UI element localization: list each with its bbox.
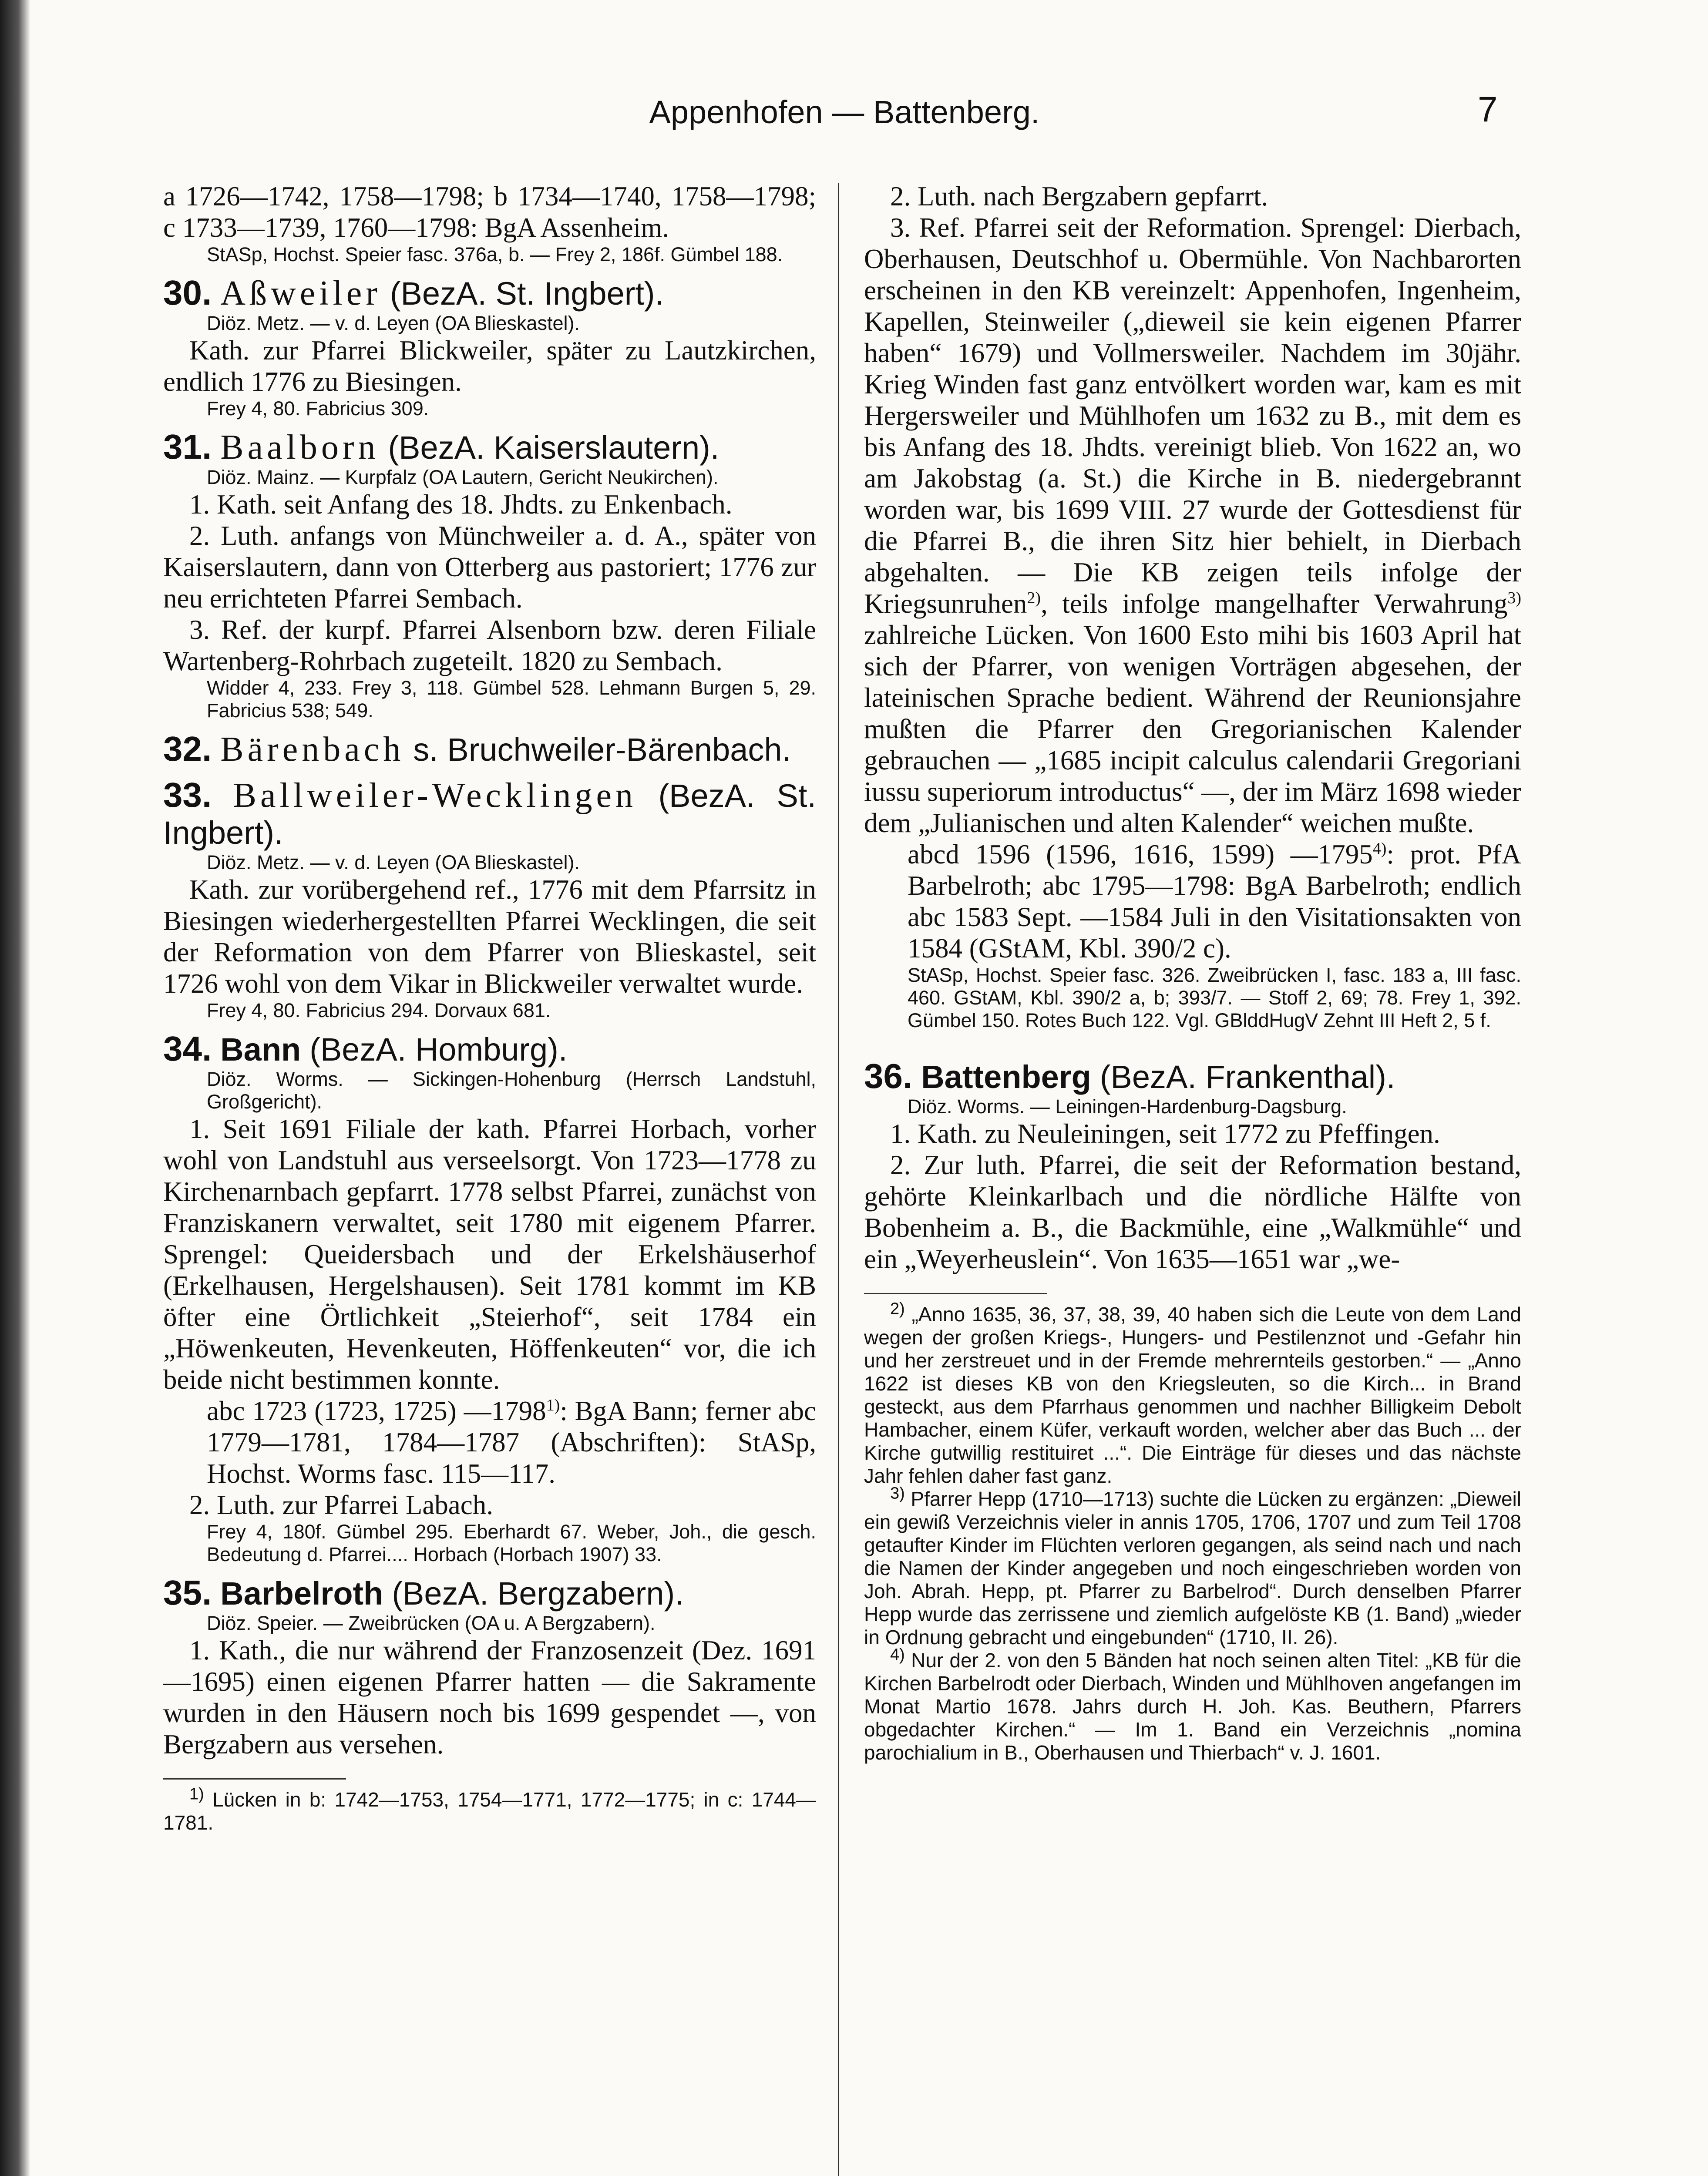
entry-35-refs: StASp, Hochst. Speier fasc. 326. Zweibrücken I, fasc. 183 a, III fasc. 460. GStAM, Kbl. 390/2 a, b; 393/7. — Stoff 2, 69; 78. Frey 1, 392. Gümbel 150. Rotes Buch 122. Vgl. GBlddHugV Zehnt III Heft 2, 5 f. — [908, 964, 1521, 1031]
running-header-title: Appenhofen — Battenberg. — [649, 94, 1040, 130]
left-column — [163, 181, 816, 1834]
entry-31-p3: 3. Ref. der kurpf. Pfarrei Alsenborn bzw. deren Filiale Wartenberg-Rohrbach zugeteilt. 1820 zu Sembach. — [163, 615, 816, 676]
entry-30-heading — [163, 275, 816, 312]
footnote-marker: 3) — [890, 1484, 905, 1503]
entry-31-heading — [163, 429, 816, 466]
entry-34-heading — [163, 1031, 816, 1068]
entry-district: (BezA. Homburg). — [309, 1031, 568, 1068]
entry-34-meta: Diöz. Worms. — Sickingen-Hohenburg (Herrsch Landstuhl, Großgericht). — [207, 1068, 816, 1113]
entry-31-p2: 2. Luth. anfangs von Münchweiler a. d. A., später von Kaiserslautern, dann von Otterberg aus pastoriert; 1776 zur neu errichteten Pfarrei Sembach. — [163, 520, 816, 614]
footnote-text: Lücken in b: 1742—1753, 1754—1771, 1772—1775; in c: 1744—1781. — [163, 1788, 816, 1834]
entry-name: Battenberg — [921, 1059, 1091, 1095]
entry-district: (BezA. Bergzabern). — [392, 1575, 684, 1612]
footnote-marker: 2) — [890, 1300, 905, 1318]
entry-33-meta: Diöz. Metz. — v. d. Leyen (OA Blieskastel). — [207, 851, 580, 873]
footnote-marker: 1) — [189, 1785, 204, 1803]
entry-35-meta: Diöz. Speier. — Zweibrücken (OA u. A Bergzabern). — [207, 1612, 656, 1634]
holdings-start: abc 1723 (1723, 1725) —1798 — [207, 1396, 546, 1426]
entry-name: Barbelroth — [220, 1575, 383, 1612]
entry-33-refs: Frey 4, 80. Fabricius 294. Dorvaux 681. — [207, 999, 551, 1021]
entry-35-heading — [163, 1575, 816, 1612]
entry-name: Bann — [220, 1031, 301, 1068]
entry-33-text: Kath. zur vorübergehend ref., 1776 mit dem Pfarrsitz in Biesingen wiederhergestellten Pfarrei Wecklingen, die seit der Reformation von dem Pfarrer von Blieskastel, seit 1726 wohl von dem Vikar in Blickweiler verwaltet wurde. — [163, 874, 816, 999]
footnote-marker: 1) — [546, 1396, 560, 1414]
entry-30-meta: Diöz. Metz. — v. d. Leyen (OA Blieskastel). — [207, 312, 580, 334]
entry-number: 34. — [163, 1029, 212, 1068]
footnote-text: „Anno 1635, 36, 37, 38, 39, 40 haben sich die Leute von dem Land wegen der großen Kriegs-, Hungers- und Pestilenznot und -Gefahr hin und her zerstreuet und in der Fremde mehrernteils gestorben.“ — „Anno 1622 ist dieses KB von den Kriegsleuten, so die Kirch... in Brand gesteckt, aus dem Pfarrhaus genommen und nachher Billigkeim Debolt Hambacher, einem Küfer, verkauft worden, welcher aber das Buch ... der Kirche gutwillig restituiret ...“. Die Einträge für dieses und das nächste Jahr fehlen daher fast ganz. — [864, 1303, 1522, 1487]
entry-name: Bärenbach — [220, 730, 405, 769]
footnote-divider — [864, 1293, 1047, 1294]
footnote-text: Nur der 2. von den 5 Bänden hat noch seinen alten Titel: „KB für die Kirchen Barbelrodt oder Dierbach, Winden und Mühlhoven angefangen im Monat Martio 1678. Jahrs durch H. Joh. Kas. Beuthern, Pfarrers obgedachter Kirchen.“ — Im 1. Band ein Verzeichnis „nomina parochialium in B., Oberhausen und Thierbach“ v. J. 1601. — [864, 1649, 1521, 1764]
entry-30-refs: Frey 4, 80. Fabricius 309. — [207, 397, 429, 420]
entry-35-holdings — [864, 839, 1521, 964]
entry-name: Baalborn — [220, 428, 380, 467]
entry-36-meta: Diöz. Worms. — Leiningen-Hardenburg-Dagsburg. — [908, 1095, 1347, 1118]
holdings-start: abcd 1596 (1596, 1616, 1599) —1795 — [908, 839, 1373, 870]
p3-part-a: 3. Ref. Pfarrei seit der Reformation. Sprengel: Dierbach, Oberhausen, Deutschhof u. Obermühle. Von Nachbarorten erscheinen in den KB vereinzelt: Appenhofen, Ingenheim, Kapellen, Steinweiler („dieweil sie kein eigenen Pfarrer haben“ 1679) und Vollmersweiler. Nachdem im 30jähr. Krieg Winden fast ganz entvölkert worden war, kam es mit Hergersweiler und Mühlhofen um 1632 zu B., mit dem es bis Anfang des 18. Jhdts. vereinigt blieb. Von 1622 an, wo am Jakobstag (a. St.) die Kirche in B. niedergebrannt worden war, bis 1699 VIII. 27 wurde der Gottesdienst für die Pfarrei B., die ihren Sitz hier behielt, in Dierbach abgehalten. — Die KB zeigen teils infolge der Kriegsunruhen — [864, 212, 1521, 619]
entry-31-meta: Diöz. Mainz. — Kurpfalz (OA Lautern, Gericht Neukirchen). — [207, 466, 719, 488]
footnote-4 — [864, 1645, 1521, 1764]
p3-part-c: zahlreiche Lücken. Von 1600 Esto mihi bis 1603 April hat sich der Pfarrer, von wenigen Vorträgen abgesehen, der lateinischen Sprache bedient. Während der Reunionsjahre mußten die Pfarrer den Gregorianischen Kalender gebrauchen — „1685 incipit calculus calendarii Gregoriani iussu superiorum introductus“ —, der im März 1698 wieder dem „Julianischen und alten Kalender“ weichen mußte. — [864, 620, 1521, 838]
entry-34-refs: Frey 4, 180f. Gümbel 295. Eberhardt 67. Weber, Joh., die gesch. Bedeutung d. Pfarrei.... Horbach (Horbach 1907) 33. — [207, 1521, 816, 1565]
entry-31-p1: 1. Kath. seit Anfang des 18. Jhdts. zu Enkenbach. — [189, 489, 733, 520]
footnote-divider — [163, 1778, 346, 1780]
entry-number: 30. — [163, 273, 212, 312]
entry-36-p2: 2. Zur luth. Pfarrei, die seit der Reformation bestand, gehörte Kleinkarlbach und die nördliche Hälfte von Bobenheim a. B., die Backmühle, eine „Walkmühle“ und ein „Weyerheuslein“. Von 1635—1651 war „we- — [864, 1150, 1521, 1274]
entry-number: 32. — [163, 729, 212, 768]
entry-34-p2: 2. Luth. zur Pfarrei Labach. — [189, 1490, 493, 1520]
entry-31-refs: Widder 4, 233. Frey 3, 118. Gümbel 528. Lehmann Burgen 5, 29. Fabricius 538; 549. — [207, 677, 816, 722]
entry-name: Ballweiler-Wecklingen — [233, 776, 637, 815]
footnote-marker: 2) — [1027, 589, 1041, 607]
entry-30-text: Kath. zur Pfarrei Blickweiler, später zu Lautzkirchen, endlich 1776 zu Biesingen. — [163, 335, 816, 397]
entry-number: 35. — [163, 1573, 212, 1612]
entry-29-continuation: a 1726—1742, 1758—1798; b 1734—1740, 1758—1798; c 1733—1739, 1760—1798: BgA Assenheim. — [163, 181, 816, 243]
footnote-3 — [864, 1484, 1521, 1649]
p3-part-b: , teils infolge mangelhafter Verwahrung — [1041, 588, 1508, 619]
entry-number: 36. — [864, 1057, 913, 1095]
right-column — [864, 181, 1521, 1764]
entry-number: 31. — [163, 427, 212, 466]
book-binding-shadow — [0, 0, 30, 2176]
entry-32-heading — [163, 731, 816, 768]
entry-district: (BezA. Kaiserslautern). — [388, 430, 720, 466]
entry-name: Aßweiler — [220, 274, 381, 312]
entry-36-heading — [864, 1058, 1521, 1095]
footnote-marker: 4) — [1372, 840, 1387, 858]
footnote-2 — [864, 1300, 1522, 1488]
entry-cross-reference: s. Bruchweiler-Bärenbach. — [413, 732, 791, 768]
holdings-rest: : BgA Bann; ferner abc 1779—1781, 1784—1787 (Abschriften): StASp, Hochst. Worms fasc. 115—117. — [207, 1396, 816, 1489]
entry-35-p3 — [864, 212, 1521, 839]
entry-34-holdings — [163, 1395, 816, 1489]
entry-district: (BezA. Frankenthal). — [1099, 1059, 1395, 1095]
footnote-1 — [163, 1785, 816, 1834]
entry-36-p1: 1. Kath. zu Neuleiningen, seit 1772 zu Pfeffingen. — [890, 1118, 1440, 1149]
entry-number: 33. — [163, 776, 212, 814]
footnote-marker: 3) — [1507, 589, 1521, 607]
entry-district: (BezA. St. Ingbert). — [163, 778, 817, 851]
entry-34-p1: 1. Seit 1691 Filiale der kath. Pfarrei Horbach, vorher wohl von Landstuhl aus verseelsorgt. Von 1723—1778 zu Kirchenarnbach gepfarrt. 1778 selbst Pfarrei, zunächst von Franziskanern verwaltet, seit 1780 mit eigenem Pfarrer. Sprengel: Queidersbach und der Erkelshäuserhof (Erkelhausen, Hergelshausen). Seit 1781 kommt im KB öfter eine Örtlichkeit „Steierhof“, seit 1784 ein „Höwenkeuten, Hevenkeuten, Höffenkeuten“ vor, die ich beide nicht bestimmen konnte. — [163, 1114, 816, 1395]
page-number: 7 — [1478, 90, 1498, 129]
column-divider — [838, 183, 839, 2176]
entry-35-p2: 2. Luth. nach Bergzabern gepfarrt. — [890, 181, 1268, 212]
footnote-marker: 4) — [890, 1645, 905, 1664]
holdings-rest: : prot. PfA Barbelroth; abc 1795—1798: BgA Barbelroth; endlich abc 1583 Sept. —1584 Juli in den Visitationsakten von 1584 (GStAM, Kbl. 390/2 c). — [908, 839, 1521, 964]
entry-33-heading — [163, 777, 816, 851]
footnote-text: Pfarrer Hepp (1710—1713) suchte die Lücken zu ergänzen: „Dieweil ein gewiß Verzeichnis vieler in annis 1705, 1706, 1707 und zum Teil 1708 getaufter Kinder im Flüchten verloren gegangen, als seind nach und nach die Namen der Kinder angegeben und noch eingeschrieben worden von Joh. Abrah. Hepp, pt. Pfarrer zu Barbelrod“. Durch denselben Pfarrer Hepp wurde das zerrissene und ziemlich aufgelöste KB (1. Band) „wieder in Ordnung gebracht und eingebunden“ (1710, II. 26). — [864, 1488, 1521, 1649]
entry-29-refs: StASp, Hochst. Speier fasc. 376a, b. — Frey 2, 186f. Gümbel 188. — [207, 243, 783, 265]
entry-district: (BezA. St. Ingbert). — [390, 275, 664, 312]
entry-35-p1: 1. Kath., die nur während der Franzosenzeit (Dez. 1691—1695) einen eigenen Pfarrer hatten — die Sakramente wurden in den Häusern noch bis 1699 gespendet —, von Bergzabern aus versehen. — [163, 1635, 816, 1760]
